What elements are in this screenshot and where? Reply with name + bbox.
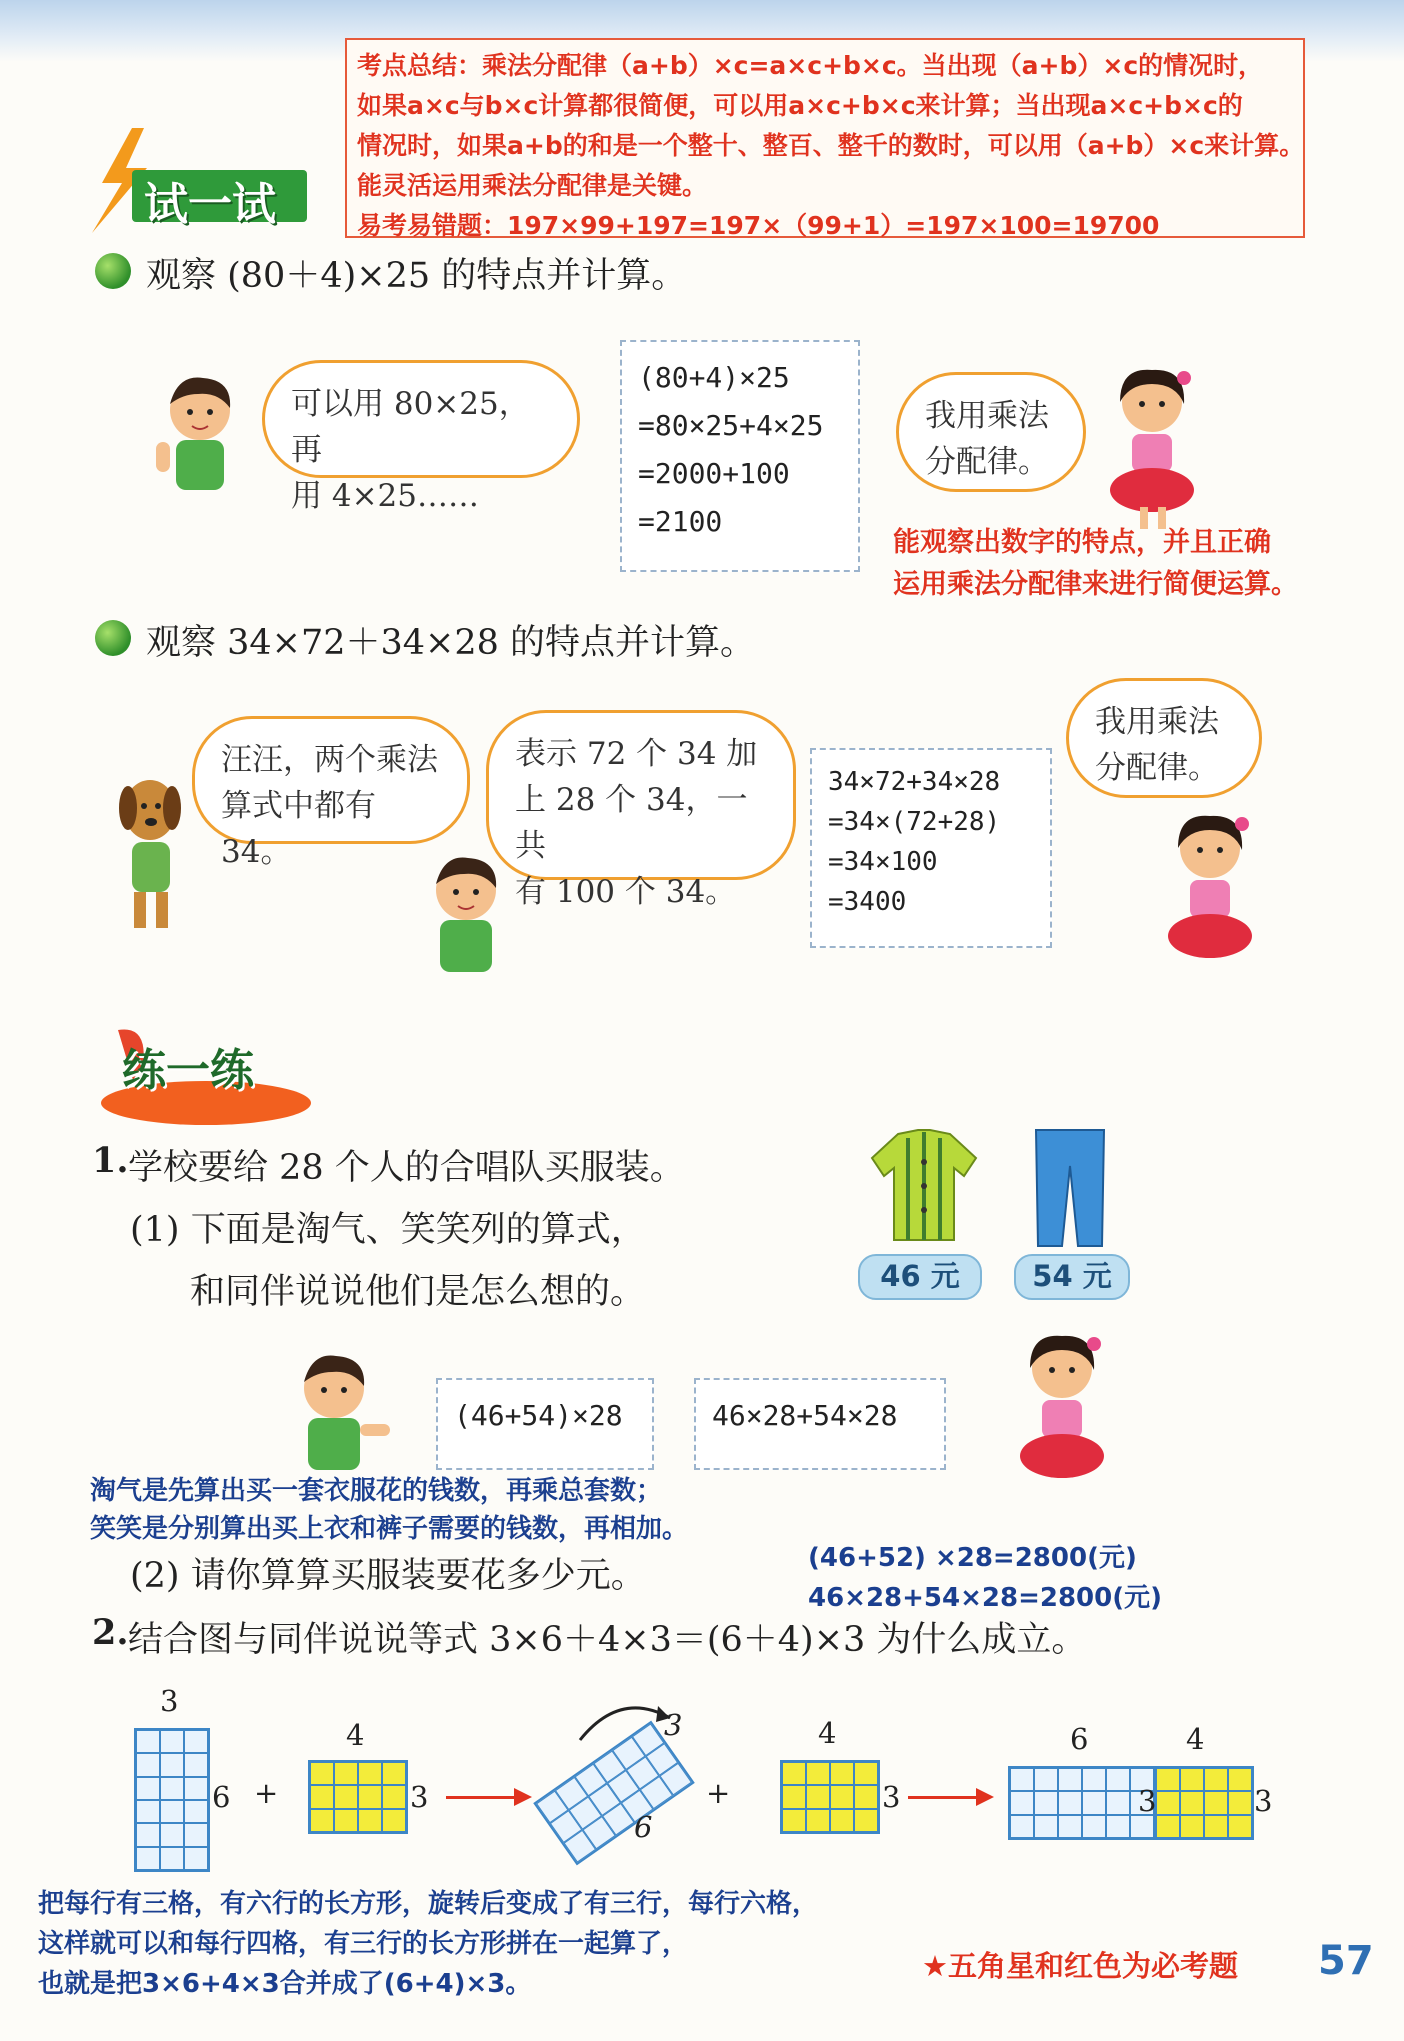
practice-section-title: 练一练 (122, 1045, 254, 1096)
grid-label: 3 (410, 1780, 429, 1814)
note-line: 34×72+34×28 (828, 767, 1001, 797)
bubble-line: 算式中都有 34。 (221, 788, 376, 870)
plus-sign: + (254, 1776, 279, 1810)
page-number: 57 (1318, 1938, 1374, 1984)
note-line: 也就是把3×6+4×3合并成了(6+4)×3。 (38, 1969, 532, 1999)
problem-1-number: 1. (92, 1140, 129, 1181)
bubble-line: 可以用 80×25，再 (291, 386, 530, 468)
note-line: (80+4)×25 (638, 361, 790, 394)
question-1-text: 观察 (80＋4)×25 的特点并计算。 (146, 256, 687, 296)
grid-label: 4 (1186, 1722, 1205, 1756)
girl-speech-bubble (896, 372, 1086, 492)
bubble-line: 有 100 个 34。 (515, 874, 737, 910)
problem-2-text: 结合图与同伴说说等式 3×6＋4×3＝(6＋4)×3 为什么成立。 (128, 1620, 1087, 1660)
problem-2-number: 2. (92, 1612, 129, 1653)
grid-label: 6 (212, 1780, 231, 1814)
taoqi-formula-note (436, 1378, 654, 1470)
plus-sign: + (706, 1776, 731, 1810)
grid-label: 4 (346, 1718, 365, 1752)
calculation-note (810, 748, 1052, 948)
summary-line: 考点总结：乘法分配律（a+b）×c=a×c+b×c。当出现（a+b）×c的情况时， (357, 51, 1264, 80)
grid-label: 4 (818, 1716, 837, 1750)
dog-speech-bubble (192, 716, 470, 870)
boy-illustration (416, 852, 516, 982)
summary-line: 情况时，如果a+b的和是一个整十、整百、整千的数时，可以用（a+b）×c来计算。 (357, 131, 1305, 160)
problem-1-sub2: (2) 请你算算买服装要花多少元。 (130, 1556, 646, 1596)
summary-line: 易考易错题：197×99+197=197×（99+1）=197×100=19700 (357, 211, 1160, 240)
bubble-line: 汪汪，两个乘法 (221, 742, 438, 778)
bullet-icon (95, 253, 131, 289)
bubble-line: 我用乘法 (1095, 704, 1219, 740)
summary-line: 如果a×c与b×c计算都很简便，可以用a×c+b×c来计算；当出现a×c+b×c的 (357, 91, 1243, 120)
boy-illustration (284, 1350, 394, 1480)
bubble-line: 上 28 个 34，一共 (515, 782, 748, 864)
bubble-line: 分配律。 (1095, 750, 1219, 786)
combined-part-6x3 (1008, 1766, 1156, 1840)
arrow-right-icon (446, 1796, 516, 1799)
girl-speech-bubble (1066, 678, 1262, 798)
combined-part-4x3 (1156, 1766, 1254, 1840)
problem-1-sub1: (1) 下面是淘气、笑笑列的算式， (130, 1210, 646, 1250)
grid-label: 3 (1138, 1784, 1157, 1818)
bubble-line: 我用乘法 (925, 398, 1049, 434)
grid-label: 6 (1070, 1722, 1089, 1756)
note-line: 能观察出数字的特点，并且正确 (893, 527, 1271, 558)
boy-illustration (148, 372, 248, 502)
girl-illustration (1090, 362, 1210, 532)
note-line: 把每行有三格，有六行的长方形，旋转后变成了有三行，每行六格， (38, 1889, 819, 1919)
note-line: =80×25+4×25 (638, 409, 824, 442)
bubble-line: 用 4×25…… (291, 478, 479, 514)
girl-illustration (1000, 1328, 1120, 1496)
formula-text: (46+54)×28 (454, 1399, 623, 1432)
calculation-note (620, 340, 860, 572)
note-line: =2000+100 (638, 457, 790, 490)
rectangle-4x3 (308, 1760, 408, 1834)
bubble-line: 分配律。 (925, 444, 1049, 480)
note-line: =3400 (828, 887, 907, 917)
exam-summary-box (345, 38, 1305, 238)
note-line: =34×(72+28) (828, 807, 1001, 837)
key-point-note (893, 522, 1298, 606)
note-line: 笑笑是分别算出买上衣和裤子需要的钱数，再相加。 (90, 1514, 689, 1544)
note-line: =2100 (638, 505, 723, 538)
try-section-banner (92, 128, 312, 230)
required-questions-note: ★五角星和红色为必考题 (922, 1949, 1238, 1983)
combined-rectangle (1008, 1766, 1254, 1840)
question-2-text: 观察 34×72＋34×28 的特点并计算。 (146, 623, 756, 663)
note-line: =34×100 (828, 847, 938, 877)
note-line: 这样就可以和每行四格，有三行的长方形拼在一起算了， (38, 1929, 689, 1959)
note-line: 运用乘法分配律来进行简便运算。 (893, 569, 1298, 600)
try-section-title: 试一试 (144, 179, 276, 230)
grid-label: 3 (882, 1780, 901, 1814)
answer-note-2 (808, 1538, 1162, 1618)
note-line: 46×28+54×28=2800(元) (808, 1583, 1162, 1613)
arrow-head (976, 1788, 994, 1806)
boy-speech-bubble (262, 360, 580, 514)
rectangle-3x6 (134, 1728, 210, 1872)
bubble-line: 表示 72 个 34 加 (515, 736, 758, 772)
grid-label: 3 (160, 1684, 179, 1718)
arrow-head (514, 1788, 532, 1806)
grid-label: 3 (664, 1708, 683, 1742)
problem-1-text: 学校要给 28 个人的合唱队买服装。 (128, 1148, 685, 1188)
summary-line: 能灵活运用乘法分配律是关键。 (357, 171, 708, 200)
xiaoxiao-formula-note (694, 1378, 946, 1470)
note-line: 淘气是先算出买一套衣服花的钱数，再乘总套数； (90, 1476, 663, 1506)
girl-illustration (1148, 808, 1268, 978)
dog-illustration (108, 770, 188, 940)
pants-price: 54 元 (1014, 1254, 1130, 1300)
grid-label: 6 (634, 1810, 653, 1844)
shirt-price: 46 元 (858, 1254, 982, 1300)
rectangle-4x3 (780, 1760, 880, 1834)
note-line: (46+52) ×28=2800(元) (808, 1543, 1137, 1573)
pants-icon (1030, 1126, 1110, 1248)
arrow-right-icon (908, 1796, 978, 1799)
answer-note-1 (90, 1472, 688, 1548)
formula-text: 46×28+54×28 (712, 1399, 898, 1432)
shirt-icon (868, 1128, 980, 1244)
problem-1-sub1: 和同伴说说他们是怎么想的。 (190, 1272, 646, 1312)
grid-label: 3 (1254, 1784, 1273, 1818)
boy-speech-bubble (486, 710, 796, 910)
answer-note-3 (38, 1884, 818, 2004)
bullet-icon (95, 620, 131, 656)
